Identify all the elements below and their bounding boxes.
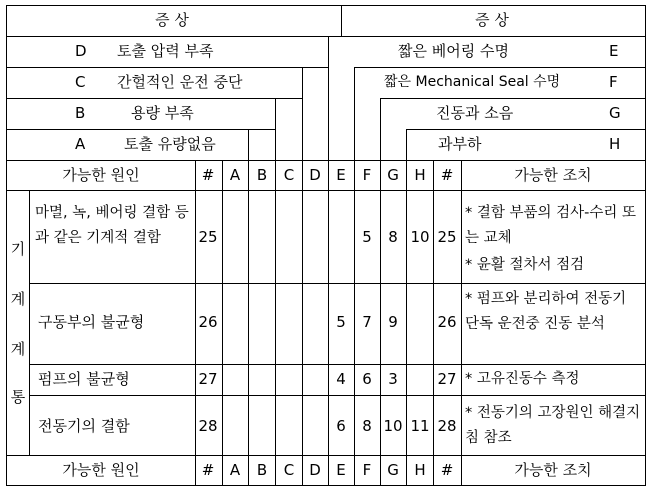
- symptom-label-f: 짧은 Mechanical Seal 수명: [384, 74, 561, 90]
- row-1-num2: 25: [437, 228, 457, 246]
- row-4-e: 6: [336, 417, 346, 435]
- col-header-h: H: [414, 166, 426, 184]
- row-3-num2: 27: [437, 370, 457, 388]
- row-4-f: 8: [362, 417, 372, 435]
- footer-num: #: [201, 461, 215, 479]
- col-header-g: G: [387, 166, 399, 184]
- group-char-4: 통: [10, 388, 26, 406]
- col-header-f: F: [362, 166, 372, 184]
- row-1-h: 10: [410, 228, 430, 246]
- footer-g: G: [387, 461, 399, 479]
- symptom-label-a: 토출 유량없음: [124, 135, 216, 153]
- group-char-2: 계: [10, 290, 26, 308]
- row-1-action-1: * 결함 부품의 검사-수리 또는 교체: [465, 205, 636, 246]
- row-3-num: 27: [198, 370, 218, 388]
- row-2-num2: 26: [437, 313, 457, 331]
- col-header-cause: 가능한 원인: [62, 166, 140, 184]
- row-3-e: 4: [336, 370, 346, 388]
- row-4-h: 11: [410, 417, 430, 435]
- footer-b: B: [256, 461, 268, 479]
- footer-action: 가능한 조치: [514, 461, 592, 479]
- symptom-code-c: C: [75, 73, 86, 91]
- left-symptom-title: 증 상: [155, 11, 189, 29]
- row-3-cause: 펌프의 불균형: [38, 370, 130, 388]
- footer-cause: 가능한 원인: [62, 461, 140, 479]
- col-header-num: #: [201, 166, 215, 184]
- col-header-e: E: [336, 166, 346, 184]
- row-3-g: 3: [388, 370, 398, 388]
- row-2-e: 5: [336, 313, 346, 331]
- row-3-action-1: * 고유진동수 측정: [465, 371, 580, 387]
- row-2-num: 26: [198, 313, 218, 331]
- row-1-action-2: * 윤활 절차서 점검: [465, 257, 585, 273]
- col-header-b: B: [256, 166, 268, 184]
- symptom-label-h: 과부하: [438, 135, 482, 153]
- row-3-f: 6: [362, 370, 372, 388]
- symptom-code-e: E: [609, 42, 619, 60]
- row-1-f: 5: [362, 228, 372, 246]
- row-4-num: 28: [198, 417, 218, 435]
- row-2-f: 7: [362, 313, 372, 331]
- row-2-g: 9: [388, 313, 398, 331]
- symptom-label-e: 짧은 베어링 수명: [398, 42, 509, 60]
- row-2-cause: 구동부의 불균형: [38, 313, 145, 331]
- symptom-label-d: 토출 압력 부족: [117, 42, 214, 60]
- footer-c: C: [283, 461, 295, 479]
- symptom-code-a: A: [75, 135, 86, 153]
- symptom-code-d: D: [75, 42, 87, 60]
- symptom-code-b: B: [75, 104, 86, 122]
- row-4-g: 10: [383, 417, 403, 435]
- row-1-cause: 마멸, 녹, 베어링 결함 등과 같은 기계적 결함: [35, 205, 189, 246]
- row-2-action-1: * 펌프와 분리하여 전동기 단독 운전중 진동 분석: [465, 291, 627, 332]
- footer-num2: #: [440, 461, 454, 479]
- col-header-d: D: [309, 166, 321, 184]
- symptom-code-f: F: [609, 73, 618, 91]
- col-header-action: 가능한 조치: [514, 166, 592, 184]
- symptom-code-g: G: [609, 104, 621, 122]
- footer-f: F: [362, 461, 372, 479]
- group-char-1: 기: [10, 240, 26, 258]
- footer-h: H: [414, 461, 426, 479]
- symptom-code-h: H: [609, 135, 621, 153]
- footer-e: E: [336, 461, 346, 479]
- symptom-label-g: 진동과 소음: [436, 104, 514, 122]
- right-symptom-title: 증 상: [475, 11, 509, 29]
- symptom-label-c: 간헐적인 운전 중단: [117, 73, 243, 91]
- group-char-3: 계: [10, 340, 26, 358]
- row-4-cause: 전동기의 결함: [38, 417, 130, 435]
- row-1-num: 25: [198, 228, 218, 246]
- footer-a: A: [229, 461, 241, 479]
- col-header-num2: #: [440, 166, 454, 184]
- row-4-action-1: * 전동기의 고장원인 해결지침 참조: [465, 405, 641, 446]
- row-1-g: 8: [388, 228, 398, 246]
- symptom-label-b: 용량 부족: [131, 104, 194, 122]
- col-header-c: C: [283, 166, 295, 184]
- footer-d: D: [309, 461, 321, 479]
- col-header-a: A: [229, 166, 241, 184]
- row-4-num2: 28: [437, 417, 457, 435]
